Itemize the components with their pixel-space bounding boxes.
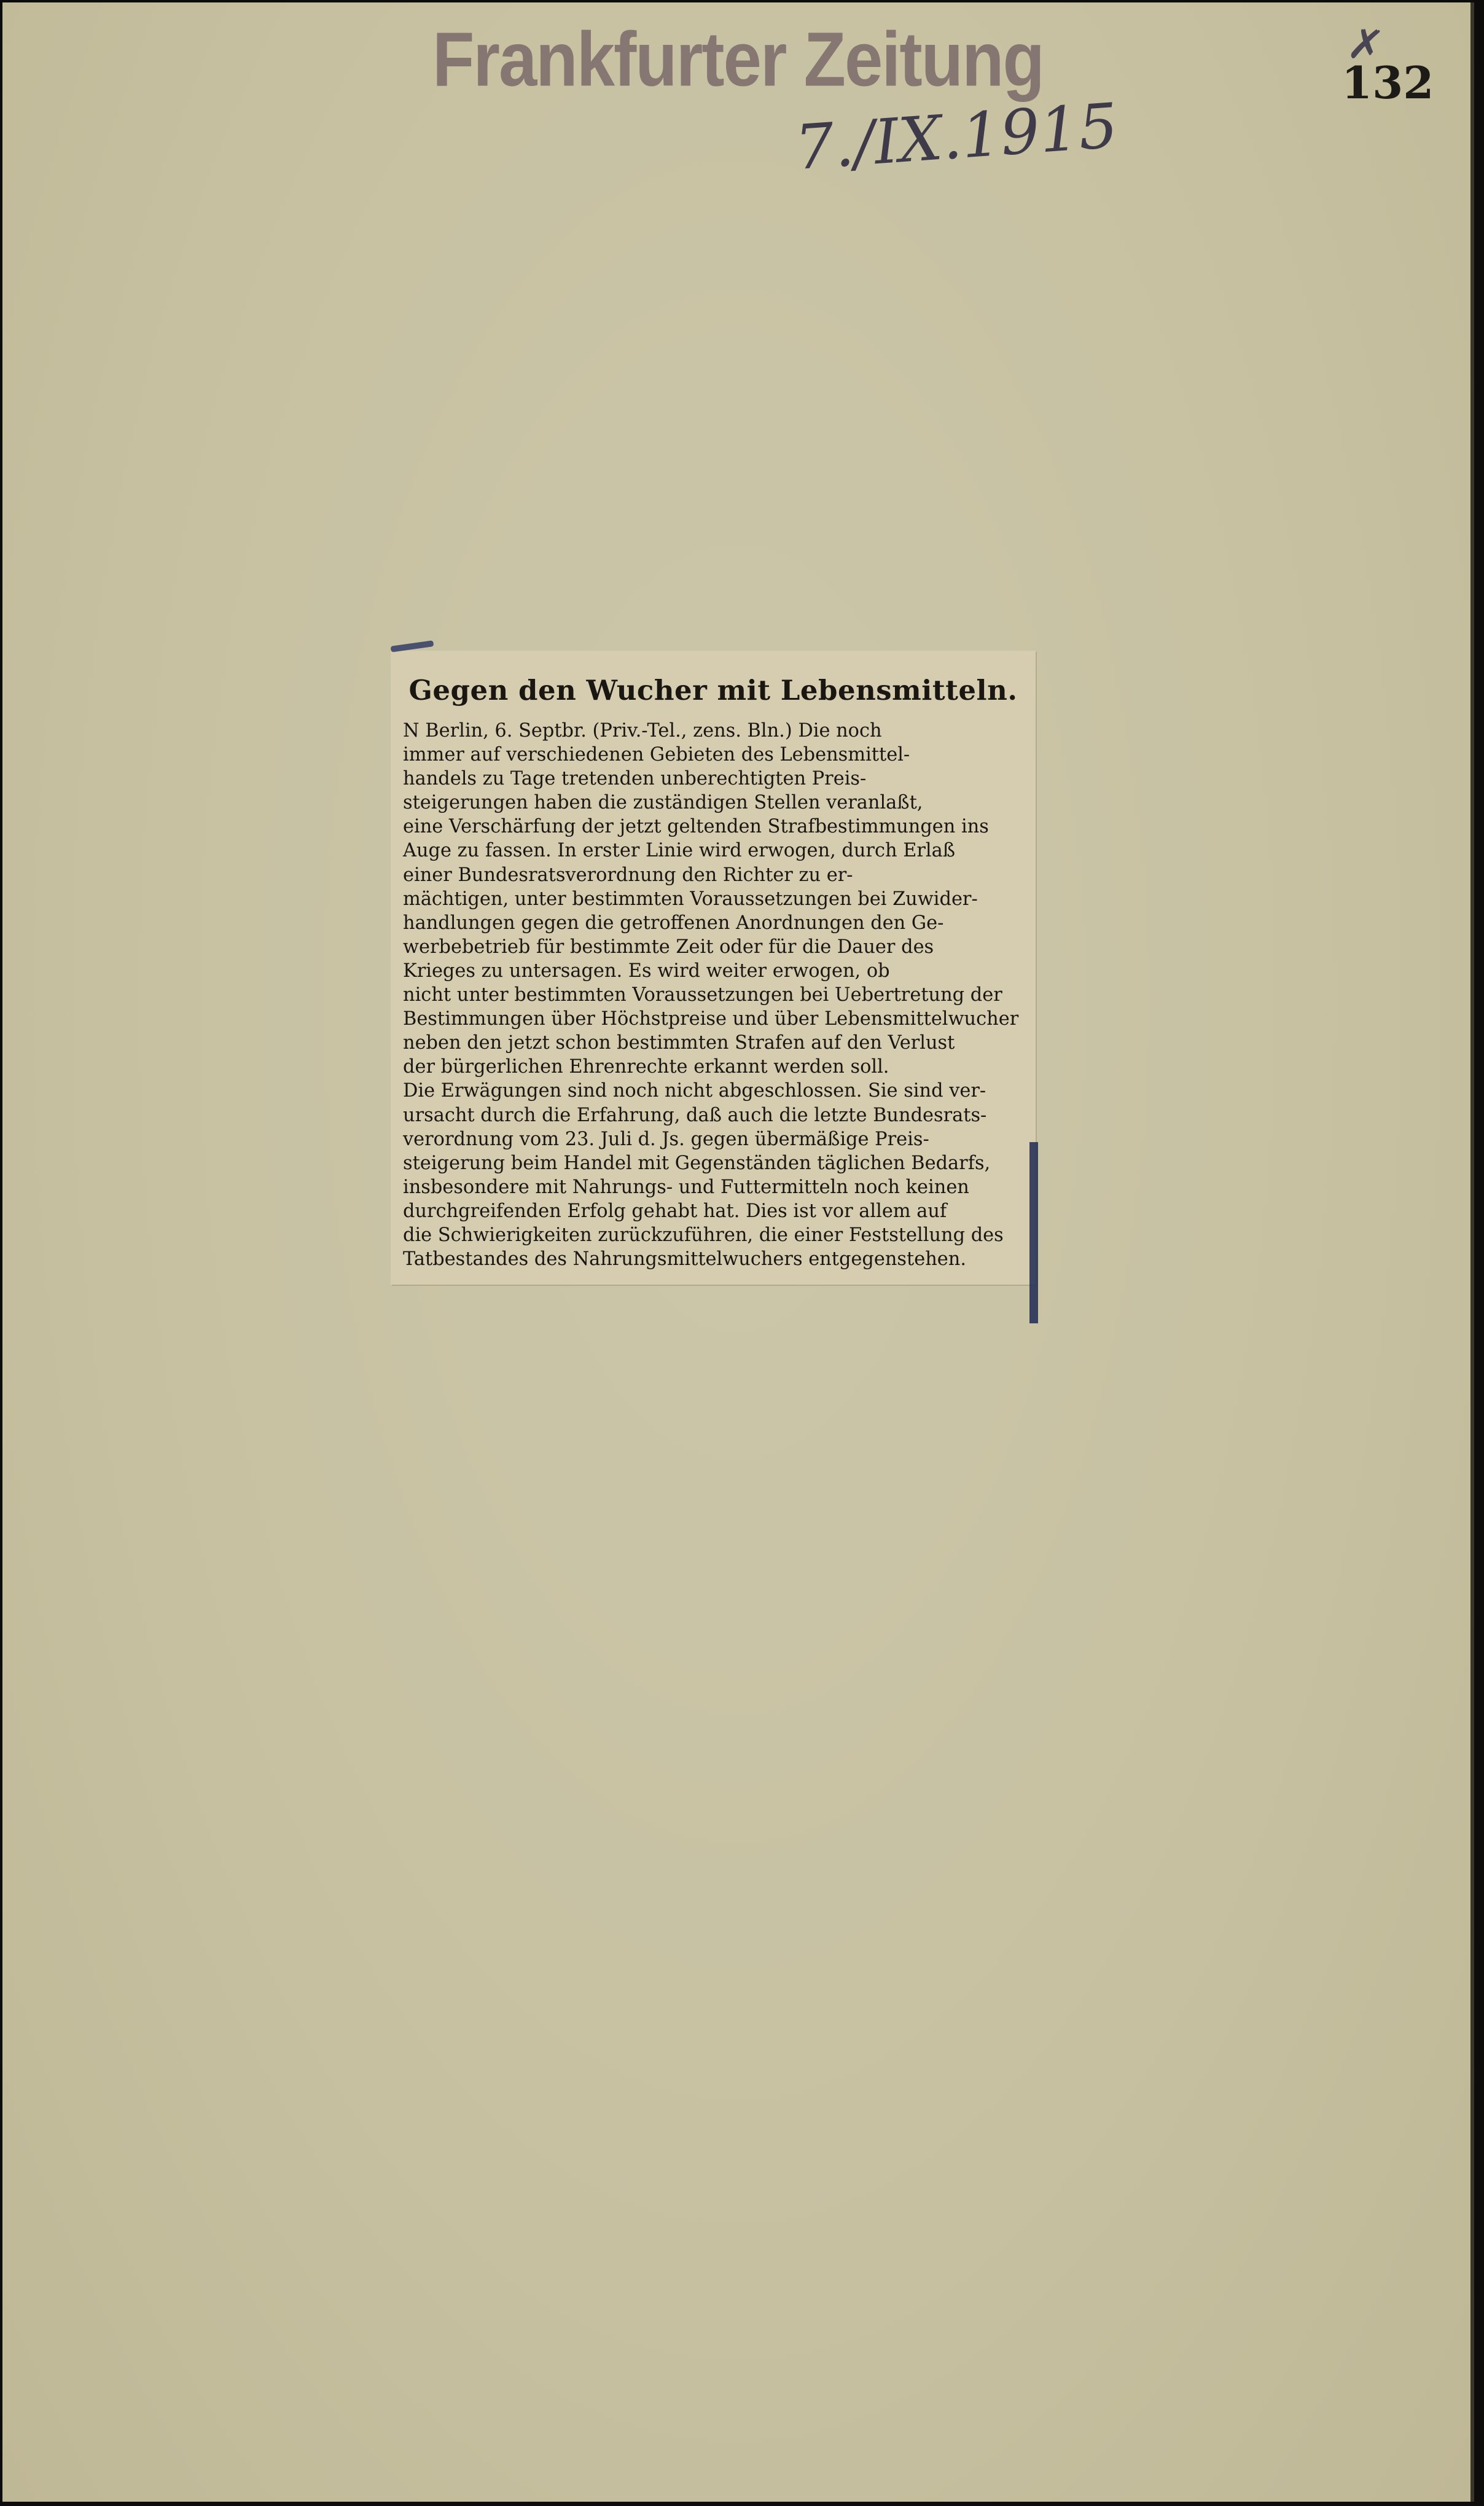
ink-edge-mark: [1029, 1142, 1038, 1323]
page-number: 132: [1341, 57, 1434, 109]
clipping-line: einer Bundesratsverordnung den Richter zu er-: [403, 864, 853, 886]
clipping-line: handels zu Tage tretenden unberechtigten Preis-: [403, 768, 867, 790]
newspaper-clipping: [391, 651, 1036, 1285]
handwritten-date: 7./IX.1915: [792, 89, 1120, 184]
ink-mark: [391, 640, 434, 652]
clipping-line: der bürgerlichen Ehrenrechte erkannt werden soll.: [403, 1056, 889, 1078]
clipping-line: N Berlin, 6. Septbr. (Priv.-Tel., zens. Bln.) Die noch: [403, 720, 882, 742]
clipping-line: nicht unter bestimmten Voraussetzungen bei Uebertretung der: [403, 984, 1002, 1006]
clipping-line: durchgreifenden Erfolg gehabt hat. Dies ist vor allem auf: [403, 1200, 947, 1222]
clipping-line: steigerung beim Handel mit Gegenständen täglichen Bedarfs,: [403, 1152, 991, 1174]
clipping-line: verordnung vom 23. Juli d. Js. gegen übermäßige Preis-: [403, 1128, 929, 1150]
clipping-line: eine Verschärfung der jetzt geltenden Strafbestimmungen ins: [403, 816, 989, 838]
clipping-line: neben den jetzt schon bestimmten Strafen auf den Verlust: [403, 1032, 955, 1054]
clipping-headline: Gegen den Wucher mit Lebensmitteln.: [408, 674, 1018, 707]
clipping-line: Die Erwägungen sind noch nicht abgeschlossen. Sie sind ver-: [403, 1080, 986, 1102]
clipping-line: steigerungen haben die zuständigen Stellen veranlaßt,: [403, 792, 923, 814]
archive-sheet: [2, 2, 1474, 2502]
newspaper-stamp: Frankfurter Zeitung: [432, 16, 1044, 103]
clipping-line: die Schwierigkeiten zurückzuführen, die einer Feststellung des: [403, 1224, 1004, 1246]
clipping-line: ursacht durch die Erfahrung, daß auch die letzte Bundesrats-: [403, 1104, 987, 1126]
clipping-line: handlungen gegen die getroffenen Anordnungen den Ge-: [403, 912, 944, 934]
clipping-line: insbesondere mit Nahrungs- und Futtermitteln noch keinen: [403, 1176, 969, 1198]
clipping-line: Bestimmungen über Höchstpreise und über Lebensmittelwucher: [403, 1008, 1019, 1030]
clipping-line: mächtigen, unter bestimmten Voraussetzungen bei Zuwider-: [403, 888, 978, 910]
clipping-line: Auge zu fassen. In erster Linie wird erwogen, durch Erlaß: [403, 840, 956, 862]
clipping-line: immer auf verschiedenen Gebieten des Lebensmittel-: [403, 744, 910, 766]
clipping-body: [403, 719, 1023, 1271]
clipping-line: werbebetrieb für bestimmte Zeit oder für die Dauer des: [403, 936, 934, 958]
clipping-line: Krieges zu untersagen. Es wird weiter erwogen, ob: [403, 960, 890, 982]
check-mark-icon: ✗: [1344, 17, 1388, 72]
clipping-line: Tatbestandes des Nahrungsmittelwuchers entgegenstehen.: [403, 1248, 967, 1271]
